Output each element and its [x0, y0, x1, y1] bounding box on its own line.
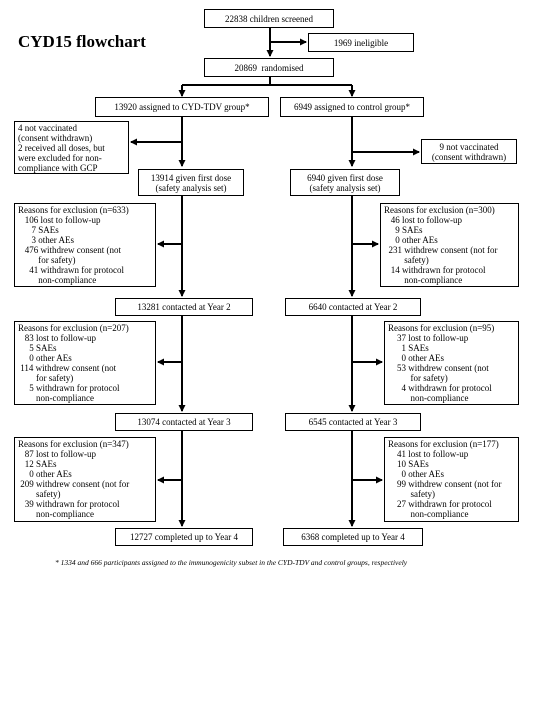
box-text-line: 5 SAEs — [18, 343, 57, 353]
box-text-line: (safety analysis set) — [309, 182, 381, 193]
box-text-line: compliance with GCP — [18, 163, 98, 173]
box-text-line: 37 lost to follow-up — [388, 333, 469, 343]
box-text-line: non-compliance — [18, 393, 94, 403]
box-text-line: 13281 contacted at Year 2 — [137, 302, 231, 312]
box-text-line: 12 SAEs — [18, 459, 57, 469]
control-assigned-box — [280, 97, 424, 117]
box-text-line: 20869 randomised — [234, 62, 304, 73]
box-text-line: 1969 ineligible — [333, 37, 389, 48]
control-exclusion-y4-box — [384, 437, 519, 522]
box-text-line: safety) — [388, 489, 435, 499]
box-text-line: Reasons for exclusion (n=207) — [18, 323, 129, 333]
box-text-line: 53 withdrew consent (not — [388, 363, 489, 373]
box-text-line: non-compliance — [384, 275, 463, 285]
box-text-line: (safety analysis set) — [155, 182, 227, 193]
box-text-line: 106 lost to follow-up — [18, 215, 101, 225]
box-text-line: 209 withdrew consent (not for — [18, 479, 130, 489]
box-text-line: 231 withdrew consent (not for — [384, 245, 498, 255]
box-text-line: Reasons for exclusion (n=300) — [384, 205, 495, 215]
cyd-year4-box — [115, 528, 253, 546]
control-not-vaccinated-box — [421, 139, 517, 164]
box-text-line: 13074 contacted at Year 3 — [137, 417, 231, 427]
box-text-line: 0 other AEs — [388, 469, 444, 479]
box-text-line: for safety) — [18, 255, 76, 265]
box-text-line: safety) — [18, 489, 61, 499]
box-text-line: safety) — [384, 255, 429, 265]
box-text-line: 14 withdrawn for protocol — [384, 265, 486, 275]
control-year2-box — [285, 298, 421, 316]
cyd-year3-box — [115, 413, 253, 431]
box-text-line: 0 other AEs — [18, 353, 72, 363]
flowchart-title: CYD15 flowchart — [18, 32, 146, 51]
box-text-line: 39 withdrawn for protocol — [18, 499, 120, 509]
box-text-line: 114 withdrew consent (not — [18, 363, 117, 373]
box-text-line: 13914 given first dose — [150, 172, 232, 183]
control-exclusion-y3-box — [384, 321, 519, 405]
box-text-line: 9 not vaccinated — [439, 141, 499, 152]
box-text-line: 87 lost to follow-up — [18, 449, 96, 459]
box-text-line: non-compliance — [18, 275, 97, 285]
box-text-line: 22838 children screened — [225, 13, 313, 24]
cyd-assigned-box — [95, 97, 269, 117]
footnote: * 1334 and 666 participants assigned to the immunogenicity subset in the CYD-TDV and control groups, respectively — [55, 558, 408, 567]
box-text-line: 6545 contacted at Year 3 — [308, 417, 398, 427]
box-text-line: were excluded for non- — [18, 153, 102, 163]
box-text-line: 13920 assigned to CYD-TDV group* — [114, 102, 250, 112]
box-text-line: 4 withdrawn for protocol — [388, 383, 492, 393]
ineligible-box — [308, 33, 414, 52]
box-text-line: 4 not vaccinated — [18, 123, 77, 133]
box-text-line: 3 other AEs — [18, 235, 74, 245]
box-text-line: 41 withdrawn for protocol — [18, 265, 124, 275]
box-text-line: 9 SAEs — [384, 225, 423, 235]
control-year3-box — [285, 413, 421, 431]
box-text-line: Reasons for exclusion (n=633) — [18, 205, 129, 215]
box-text-line: 27 withdrawn for protocol — [388, 499, 492, 509]
box-text-line: 6640 contacted at Year 2 — [308, 302, 398, 312]
box-text-line: (consent withdrawn) — [18, 133, 93, 143]
box-text-line: 46 lost to follow-up — [384, 215, 462, 225]
box-text-line: 12727 completed up to Year 4 — [130, 532, 238, 542]
box-text-line: Reasons for exclusion (n=347) — [18, 439, 129, 449]
control-exclusion-y2-box — [380, 203, 519, 287]
box-text-line: 0 other AEs — [388, 353, 444, 363]
cyd-year2-box — [115, 298, 253, 316]
cyd-first-dose-box — [138, 169, 244, 196]
box-text-line: 2 received all doses, but — [18, 143, 105, 153]
box-text-line: 1 SAEs — [388, 343, 429, 353]
cyd-exclusion-y3-box — [14, 321, 156, 405]
box-text-line: (consent withdrawn) — [431, 151, 507, 162]
box-text-line: Reasons for exclusion (n=95) — [388, 323, 495, 333]
randomised-box — [204, 58, 334, 77]
control-year4-box — [283, 528, 423, 546]
box-text-line: 0 other AEs — [384, 235, 438, 245]
box-text-line: Reasons for exclusion (n=177) — [388, 439, 499, 449]
cyd-not-vaccinated-box — [14, 121, 129, 174]
box-text-line: non-compliance — [388, 509, 469, 519]
box-text-line: 6368 completed up to Year 4 — [301, 532, 405, 542]
box-text-line: 6940 given first dose — [307, 172, 383, 183]
cyd-exclusion-y2-box — [14, 203, 156, 287]
cyd-exclusion-y4-box — [14, 437, 156, 522]
box-text-line: 7 SAEs — [18, 225, 59, 235]
box-text-line: non-compliance — [18, 509, 94, 519]
box-text-line: 10 SAEs — [388, 459, 429, 469]
box-text-line: 83 lost to follow-up — [18, 333, 96, 343]
box-text-line: 41 lost to follow-up — [388, 449, 469, 459]
box-text-line: for safety) — [18, 373, 74, 383]
box-text-line: 6949 assigned to control group* — [294, 102, 410, 112]
control-first-dose-box — [290, 169, 400, 196]
box-text-line: 0 other AEs — [18, 469, 72, 479]
screened-box — [204, 9, 334, 28]
box-text-line: non-compliance — [388, 393, 469, 403]
box-text-line: for safety) — [388, 373, 448, 383]
box-text-line: 5 withdrawn for protocol — [18, 383, 120, 393]
box-text-line: 476 withdrew consent (not — [18, 245, 121, 255]
box-text-line: 99 withdrew consent (not for — [388, 479, 502, 489]
